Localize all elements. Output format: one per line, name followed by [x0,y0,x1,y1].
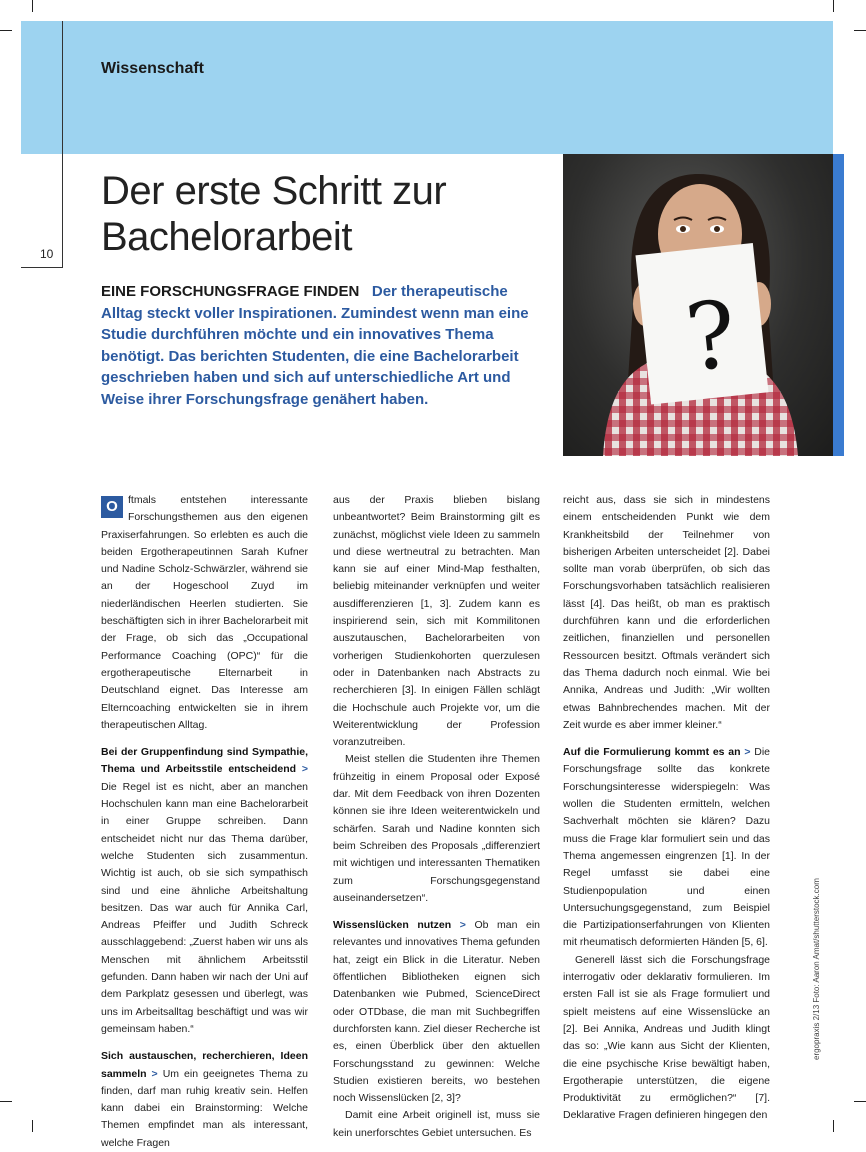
lead-text: Der therapeutische Alltag steckt voller Inspirationen. Zumindest wenn man eine Studie durchführen möchte und ein innovatives Thema benötigt. Das berichten Studenten, die eine Bachelorarbeit geschrieben haben und sich auf unterschiedliche Art und Weise ihrer Forschungsfrage genähert haben. [101,283,529,408]
chevron-right-icon: > [301,763,308,776]
article-title: Der erste Schritt zur Bachelorarbeit [101,169,447,259]
paragraph-text: Die Regel ist es nicht, aber an manchen Hochschulen kann man eine Bachelorarbeit in einer Gruppe schreiben. Dann entscheidet nicht nur das Thema darüber, welche Studenten sich zusammentun. Wichtig ist auch, ob sie sich sympathisch sind und eine ähnliche Arbeitshaltung besitzen. Das war auch für Annika Carl, Andreas Pfeiffer und Judith Schreck ausschlaggebend: „Zuerst haben wir uns als Menschen mit ähnlichem Arbeitsstil gefunden. Dann haben wir nach der Uni auf dem Parkplatz gesessen und überlegt, was uns im Arbeitsalltag beschäftigt und was wir gemeinsam haben.“ [101,780,308,1035]
woman-with-question-sign-illustration [563,154,838,456]
paragraph: Meist stellen die Studenten ihre Themen frühzeitig in einem Proposal oder Exposé dar. Mit dem Feedback von ihren Dozenten können sie ihre Ideen weiterentwickeln und schärfen. Sarah und Nadine konnten sich beim Schreiben des Proposals „differenziert mit wichtigen und interessanten Thematiken zum Forschungsgegenstand auseinandersetzen“. [333,753,540,904]
paragraph-text: ftmals entstehen interessante Forschungsthemen aus den eigenen Praxiserfahrungen. So erlebten es auch die beiden Ergotherapeutinnen Sarah Kufner und Nadine Scholz-Schwärzler, während sie an der Hogeschool Zuyd im niederländischen Heerlen studierten. Sie beschäftigten sich in ihrer Bachelorarbeit mit der Frage, ob sich das „Occupational Performance Coaching (OPC)“ für die ergotherapeutische Elternarbeit in Deutschland eignet. Das Interesse am Elterncoaching entwickelten sie in ihrem therapeutischen Alltag. [101,494,308,731]
section-label: Wissenschaft [101,60,204,77]
paragraph-text: Die Forschungsfrage sollte das konkrete Forschungsinteresse widerspiegeln: Was wollen die Studenten ermitteln, welchen Sachverhalt möchten sie klären? Dazu muss die Frage klar formuliert sein und das Thema angemessen eingrenzen [1]. In der Regel umfasst sie dabei eine Studienpopulation und einen Untersuchungsgegenstand, zum Beispiel die Partizipationserfahrungen von Klienten mit rheumatisch deformierten Händen [5, 6]. [563,746,771,949]
page-number-rule [21,267,63,268]
text-column-2 [333,492,540,1142]
chevron-right-icon: > [151,1067,158,1080]
text-column-3 [563,492,770,1125]
paragraph: aus der Praxis blieben bislang unbeantwortet? Beim Brainstorming gilt es zunächst, möglichst viele Ideen zu sammeln und diese wertneutral zu betrachten. Man kann sie auf einer Mind-Map festhalten, beliebig miteinander verknüpfen und weiter ausdifferenzieren [1, 3]. Zudem kann es inspirierend sein, sich mit Kommilitonen auszutauschen, Bachelorarbeiten von vorherigen Studienkohorten querzulesen oder in Datenbanken nach Abstracts zu recherchieren [3]. In einigen Fällen schlägt die Hochschule auch Projekte vor, um die Weiterentwicklung der Profession voranzutreiben. [333,494,540,749]
crop-mark [32,1120,33,1132]
text-column-1 [101,492,308,1152]
paragraph [563,744,770,952]
paragraph: reicht aus, dass sie sich in mindestens einem entscheidenden Punkt wie dem Krankheitsbild der Teilnehmer von bisherigen Arbeiten unterscheidet [2]. Dabei sollte man vorab überprüfen, ob sich das Forschungsvorhaben tatsächlich realisieren lässt [4]. Das heißt, ob man es praktisch durchführen kann und die erforderlichen zeitlichen, finanziellen und personellen Ressourcen besitzt. Oftmals verändert sich das Thema dadurch noch einmal. Wie bei Annika, Andreas und Judith: „Wir wollten etwas Bahnbrechendes machen. Mit der Zeit wurde es aber immer kleiner.“ [563,494,770,731]
paragraph [101,744,308,1038]
photo-edge-bar [833,154,844,456]
question-mark-glyph: ? [680,280,742,393]
lead-kicker: EINE FORSCHUNGSFRAGE FINDEN [101,283,360,300]
subheading: Sich austauschen, recherchieren, Ideen sammeln [101,1050,308,1080]
footer-credit: ergopraxis 2/13 Foto: Aaron Amat/shutterstock.com [812,878,821,1060]
header-band [21,21,833,154]
crop-mark [0,1101,12,1102]
paragraph [101,492,308,734]
subheading: Bei der Gruppenfindung sind Sympathie, Thema und Arbeitsstile entscheidend [101,746,308,776]
subheading: Auf die Formulierung kommt es an [563,746,741,759]
crop-mark [833,0,834,12]
article-lead [101,281,547,410]
crop-mark [854,30,866,31]
crop-mark [833,1120,834,1132]
crop-mark [0,30,12,31]
paragraph-text: Um ein geeignetes Thema zu finden, darf man ruhig kreativ sein. Helfen kann dabei ein Brainstorming: Welche Themen empfindet man als interessant, welche Fragen [101,1067,309,1149]
subheading: Wissenslücken nutzen [333,919,452,932]
paragraph: Damit eine Arbeit originell ist, muss sie kein unerforschtes Gebiet untersuchen. Es [333,1109,540,1139]
paragraph-text: Ob man ein relevantes und innovatives Thema gefunden hat, zeigt ein Blick in die Literatur. Neben öffentlichen Bibliotheken eignen sich Datenbanken wie Pubmed, ScienceDirect oder OTDbase, die man mit Suchbegriffen durchforsten kann. Ziel dieser Recherche ist es, einen Überblick über den aktuellen Forschungsstand zu gewinnen: Welche Studien existieren bereits, wo bestehen noch Wissenslücken [2, 3]? [333,919,540,1105]
crop-mark [32,0,33,12]
chevron-right-icon: > [459,919,466,932]
margin-rule [62,21,63,268]
page-number: 10 [40,247,54,261]
paragraph [101,1048,308,1152]
drop-cap: O [101,496,123,518]
crop-mark [854,1101,866,1102]
article-photo [563,154,838,456]
paragraph [333,917,540,1107]
paragraph: Generell lässt sich die Forschungsfrage interrogativ oder deklarativ formulieren. Im ersten Fall ist sie als Frage formuliert und spielt meistens auf eine Wissenslücke an [2]. Bei Annika, Andreas und Judith klingt das so: „Wie kann aus Sicht der Klienten, die eine psychische Krise bewältigt haben, Ergotherapie unterstützen, die eigene Produktivität zu ermöglichen?“ [7]. Deklarative Fragen definieren hingegen den [563,953,770,1122]
chevron-right-icon: > [744,746,751,759]
